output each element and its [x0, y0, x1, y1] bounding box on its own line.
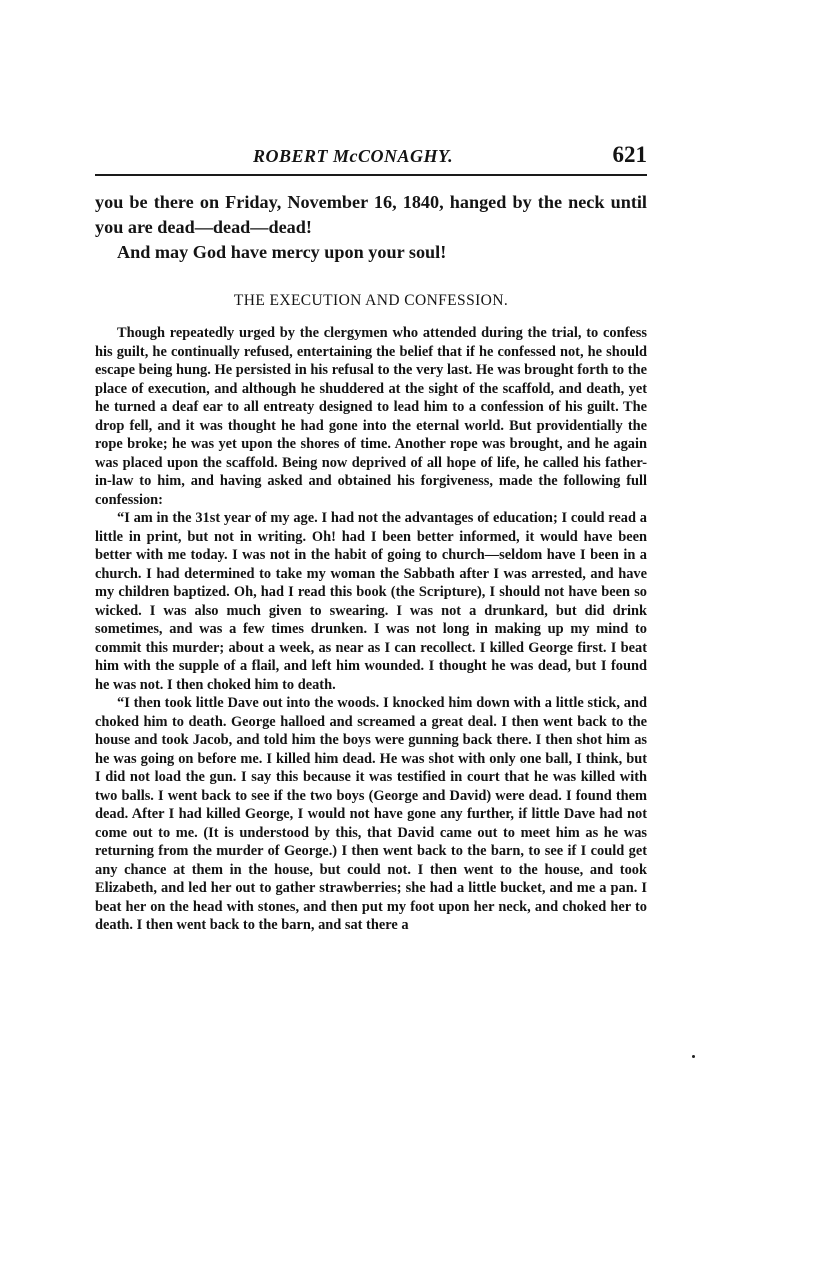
- sentence-block: [95, 190, 647, 265]
- ink-speck: [692, 1055, 695, 1058]
- book-page: [95, 140, 647, 935]
- sentence-prayer: And may God have mercy upon your soul!: [117, 242, 447, 262]
- paragraph: Though repeatedly urged by the clergymen who attended during the trial, to confess his guilt, he continually refused, entertaining the belief that if he confessed not, he should escape being hung. He persisted in his refusal to the very last. He was brought forth to the place of execution, and although he shuddered at the sight of the scaffold, and death, yet he turned a deaf ear to all entreaty designed to lead him to a confession of his guilt. The drop fell, and it was thought he had gone into the eternal world. But providentially the rope broke; he was yet upon the shores of time. Another rope was brought, and he again was placed upon the scaffold. Being now deprived of all hope of life, he called his father-in-law to him, and having asked and obtained his forgiveness, made the following full confession:: [95, 325, 647, 508]
- body-text: [95, 324, 647, 935]
- running-head: ROBERT McCONAGHY.: [253, 146, 454, 166]
- paragraph: “I then took little Dave out into the woods. I knocked him down with a little stick, and choked him to death. George halloed and screamed a great deal. I then went back to the house and took Jacob, and told him the boys were gunning back there. I then shot him as he was going on before me. I killed him dead. He was shot with only one ball, I think, but I did not load the gun. I say this because it was testified in court that he was killed with two balls. I went back to see if the two boys (George and David) were dead. I found them dead. After I had killed George, I would not have gone any further, if little Dave had not come out to me. (It is understood by this, that David came out to meet him as he was returning from the murder of George.) I then went back to the barn, to see if I could get any chance at them in the house, but could not. I then went to the house, and took Elizabeth, and led her out to gather strawberries; she had a little bucket, and me a pan. I beat her on the head with stones, and then put my foot upon her neck, and choked her to death. I then went back to the barn, and sat there a: [95, 695, 647, 933]
- page-header: [95, 140, 647, 174]
- header-rule: [95, 174, 647, 176]
- paragraph: “I am in the 31st year of my age. I had not the advantages of education; I could read a little in print, but not in writing. Oh! had I been better informed, it would have been better with me today. I was not in the habit of going to church—seldom have I been in a church. I had determined to take my woman the Sabbath after I was arrested, and have my children baptized. Oh, had I read this book (the Scripture), I should not have been so wicked. I was also much given to swearing. I was not a drunkard, but did drink sometimes, and was a few times drunken. I was not long in making up my mind to commit this murder; about a week, as near as I can recollect. I killed George first. I beat him with the supple of a flail, and left him wounded. I thought he was dead, but I found he was not. I then choked him to death.: [95, 510, 647, 693]
- page-number: 621: [612, 142, 647, 167]
- sentence-line: you be there on Friday, November 16, 1840, hanged by the neck until you are dead—dead—dead!: [95, 192, 647, 237]
- section-title: THE EXECUTION AND CONFESSION.: [233, 292, 509, 309]
